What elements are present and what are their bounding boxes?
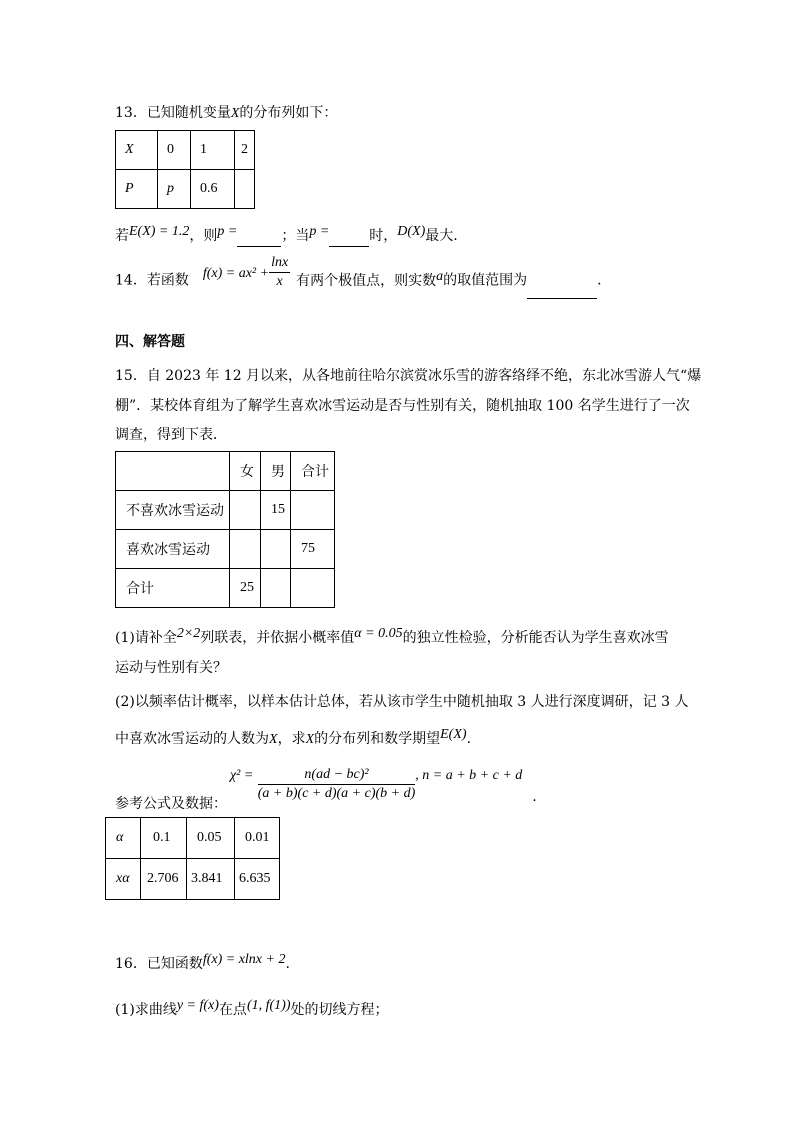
table-cell: 0 xyxy=(158,131,191,170)
table-cell xyxy=(291,569,335,608)
q15-paragraph: 15．自 2023 年 12 月以来，从各地前往哈尔滨赏冰乐雪的游客络绎不绝，东北冰雪游人气“爆 xyxy=(115,368,702,384)
table-row xyxy=(106,859,280,900)
table-cell xyxy=(235,170,255,209)
table-cell: 3.841 xyxy=(187,859,235,900)
table-cell: 0.01 xyxy=(235,818,280,859)
q15-reference-label: 参考公式及数据： xyxy=(115,796,227,812)
table-cell: p xyxy=(158,170,191,209)
table-row xyxy=(116,491,335,530)
section-heading: 四、解答题 xyxy=(115,334,185,350)
table-cell: 女 xyxy=(230,452,261,491)
table-cell: 25 xyxy=(230,569,261,608)
table-row xyxy=(116,530,335,569)
table-cell: 合计 xyxy=(116,569,230,608)
table-cell: xα xyxy=(106,859,141,900)
table-cell: 不喜欢冰雪运动 xyxy=(116,491,230,530)
table-cell: 喜欢冰雪运动 xyxy=(116,530,230,569)
answer-blank[interactable] xyxy=(329,232,369,247)
q15-subquestion-2-cont: 中喜欢冰雪运动的人数为X，求X的分布列和数学期望E(X). xyxy=(115,727,472,747)
table-cell: 2.706 xyxy=(141,859,187,900)
q16-stem: 16．已知函数f(x) = xlnx + 2. xyxy=(115,952,290,972)
table-row xyxy=(116,569,335,608)
table-cell: 男 xyxy=(261,452,291,491)
table-row xyxy=(116,170,255,209)
table-cell xyxy=(116,452,230,491)
fraction: $\frac{\text{n(ad − bc)²}}{(a + b)(c + d)(a + c)(b + d)}$ xyxy=(257,767,416,801)
table-row xyxy=(116,452,335,491)
q15-subquestion-1-cont: 运动与性别有关？ xyxy=(115,660,227,676)
table-cell: 15 xyxy=(261,491,291,530)
table-cell: P xyxy=(116,170,158,209)
table-cell: X xyxy=(116,131,158,170)
q13-condition: 若E(X) = 1.2，则p = ；当p = 时，D(X)最大. xyxy=(115,226,458,247)
table-cell: 6.635 xyxy=(235,859,280,900)
table-cell: 0.1 xyxy=(141,818,187,859)
q15-contingency-table xyxy=(115,451,335,608)
table-cell: 2 xyxy=(235,131,255,170)
table-cell xyxy=(230,491,261,530)
answer-blank[interactable] xyxy=(237,232,281,247)
q15-subquestion-2: (2)以频率估计概率，以样本估计总体，若从该市学生中随机抽取 3 人进行深度调研，记 3 人 xyxy=(115,694,689,710)
q14-stem: 14．若函数 f(x) = ax² + $\frac{\ln x}{x}$ 有两个极值点，则实数a的取值范围为 . xyxy=(115,262,602,296)
table-cell: 75 xyxy=(291,530,335,569)
q13-distribution-table xyxy=(115,130,255,209)
table-cell: 合计 xyxy=(291,452,335,491)
q13-stem: 13．已知随机变量X的分布列如下： xyxy=(115,105,338,121)
q15-paragraph: 调查，得到下表． xyxy=(115,427,227,443)
chi-square-formula: χ² = $\frac{\text{n(ad − bc)²}}{(a + b)(c + d)(a + c)(b + d)}$ , n = a + b + c + d. xyxy=(230,767,537,805)
answer-blank[interactable] xyxy=(527,284,597,299)
q15-subquestion-1: (1)请补全2×2列联表，并依据小概率值α = 0.05的独立性检验，分析能否认为学生喜欢冰雪 xyxy=(115,626,669,646)
q15-reference-table xyxy=(105,817,280,900)
table-cell xyxy=(261,530,291,569)
fraction: $\frac{\ln x}{x}$ xyxy=(271,255,289,289)
table-row xyxy=(106,818,280,859)
table-cell: 0.6 xyxy=(191,170,235,209)
table-cell xyxy=(261,569,291,608)
q15-paragraph: 棚”．某校体育组为了解学生喜欢冰雪运动是否与性别有关，随机抽取 100 名学生进行了一次 xyxy=(115,398,690,414)
table-cell: 1 xyxy=(191,131,235,170)
q16-subquestion-1: (1)求曲线y = f(x)在点(1, f(1))处的切线方程； xyxy=(115,998,389,1018)
table-cell xyxy=(230,530,261,569)
table-row xyxy=(116,131,255,170)
table-cell: 0.05 xyxy=(187,818,235,859)
table-cell: α xyxy=(106,818,141,859)
table-cell xyxy=(291,491,335,530)
